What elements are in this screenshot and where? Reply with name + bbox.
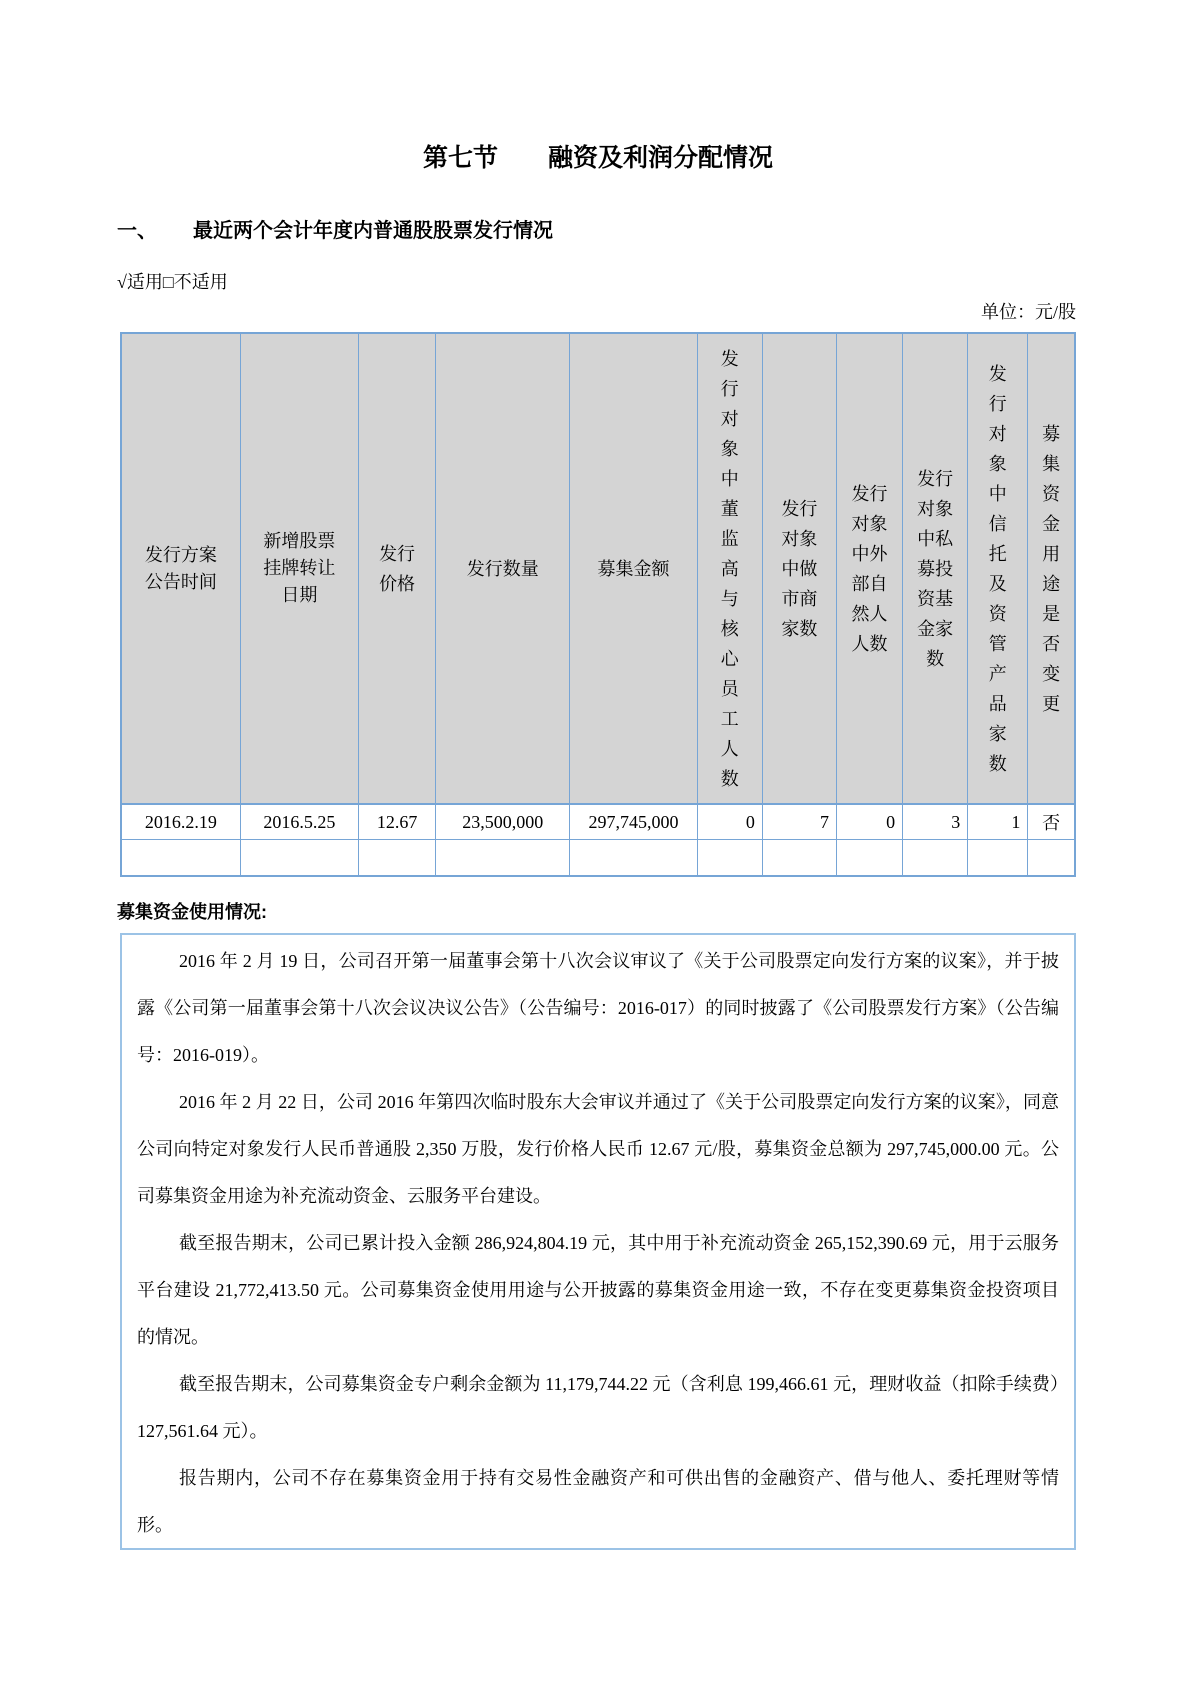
section-number: 一、 — [117, 220, 157, 242]
col-header-trust-products-count: 发行对象中信托及资管产品家数 — [968, 333, 1028, 804]
cell-use-changed: 否 — [1028, 804, 1075, 840]
cell-empty — [903, 840, 968, 877]
applicability-note: √适用□不适用 — [117, 272, 228, 292]
usage-paragraph: 2016 年 2 月 22 日，公司 2016 年第四次临时股东大会审议并通过了《关于公司股票定向发行方案的议案》，同意公司向特定对象发行人民币普通股 2,350 万股，发行价格人民币 12.67 元/股，募集资金总额为 297,745,000.00 元。公司募集资金用途为补充流动资金、云服务平台建设。 — [137, 1092, 1059, 1206]
cell-empty — [836, 840, 902, 877]
cell-private-funds-count: 3 — [903, 804, 968, 840]
col-header-raised-amount: 募集金额 — [570, 333, 697, 804]
cell-market-makers-count: 7 — [762, 804, 836, 840]
table-row — [121, 804, 1075, 840]
cell-issue-quantity: 23,500,000 — [436, 804, 570, 840]
col-header-issue-quantity: 发行数量 — [436, 333, 570, 804]
usage-paragraph: 截至报告期末，公司已累计投入金额 286,924,804.19 元，其中用于补充流动资金 265,152,390.69 元，用于云服务平台建设 21,772,413.50 元。公司募集资金使用用途与公开披露的募集资金用途一致，不存在变更募集资金投资项目的情况。 — [137, 1233, 1059, 1347]
cell-empty — [570, 840, 697, 877]
cell-listing-date: 2016.5.25 — [240, 804, 358, 840]
col-header-use-changed: 募集资金用途是否变更 — [1028, 333, 1075, 804]
cell-external-persons-count: 0 — [836, 804, 902, 840]
cell-empty — [968, 840, 1028, 877]
cell-issue-price: 12.67 — [358, 804, 435, 840]
cell-trust-products-count: 1 — [968, 804, 1028, 840]
cell-empty — [240, 840, 358, 877]
unit-note: 单位：元/股 — [980, 302, 1076, 322]
col-header-listing-date: 新增股票挂牌转让日期 — [240, 333, 358, 804]
cell-empty — [436, 840, 570, 877]
cell-empty — [762, 840, 836, 877]
cell-empty — [121, 840, 240, 877]
table-row-empty — [121, 840, 1075, 877]
issuance-table — [120, 332, 1076, 877]
col-header-external-persons-count: 发行对象中外部自然人人数 — [836, 333, 902, 804]
cell-insiders-count: 0 — [697, 804, 762, 840]
usage-text-box — [120, 933, 1076, 1550]
usage-paragraph: 2016 年 2 月 19 日，公司召开第一届董事会第十八次会议审议了《关于公司股票定向发行方案的议案》，并于披露《公司第一届董事会第十八次会议决议公告》（公告编号：2016-017）的同时披露了《公司股票发行方案》（公告编号：2016-019）。 — [137, 951, 1059, 1065]
cell-empty — [1028, 840, 1075, 877]
col-header-private-funds-count: 发行对象中私募投资基金家数 — [903, 333, 968, 804]
usage-section-heading: 募集资金使用情况: — [117, 902, 267, 922]
usage-paragraph: 报告期内，公司不存在募集资金用于持有交易性金融资产和可供出售的金融资产、借与他人、委托理财等情形。 — [137, 1468, 1059, 1535]
col-header-announce-date: 发行方案公告时间 — [121, 333, 240, 804]
section-title: 最近两个会计年度内普通股股票发行情况 — [193, 220, 553, 242]
cell-raised-amount: 297,745,000 — [570, 804, 697, 840]
section-heading — [117, 214, 1073, 243]
header-row — [121, 333, 1075, 804]
col-header-insiders-count: 发行对象中董监高与核心员工人数 — [697, 333, 762, 804]
cell-empty — [697, 840, 762, 877]
col-header-issue-price: 发行价格 — [358, 333, 435, 804]
col-header-market-makers-count: 发行对象中做市商家数 — [762, 333, 836, 804]
cell-announce-date: 2016.2.19 — [121, 804, 240, 840]
cell-empty — [358, 840, 435, 877]
page-title: 第七节 融资及利润分配情况 — [422, 144, 773, 172]
usage-paragraph: 截至报告期末，公司募集资金专户剩余金额为 11,179,744.22 元（含利息 199,466.61 元，理财收益（扣除手续费）127,561.64 元）。 — [137, 1374, 1059, 1441]
